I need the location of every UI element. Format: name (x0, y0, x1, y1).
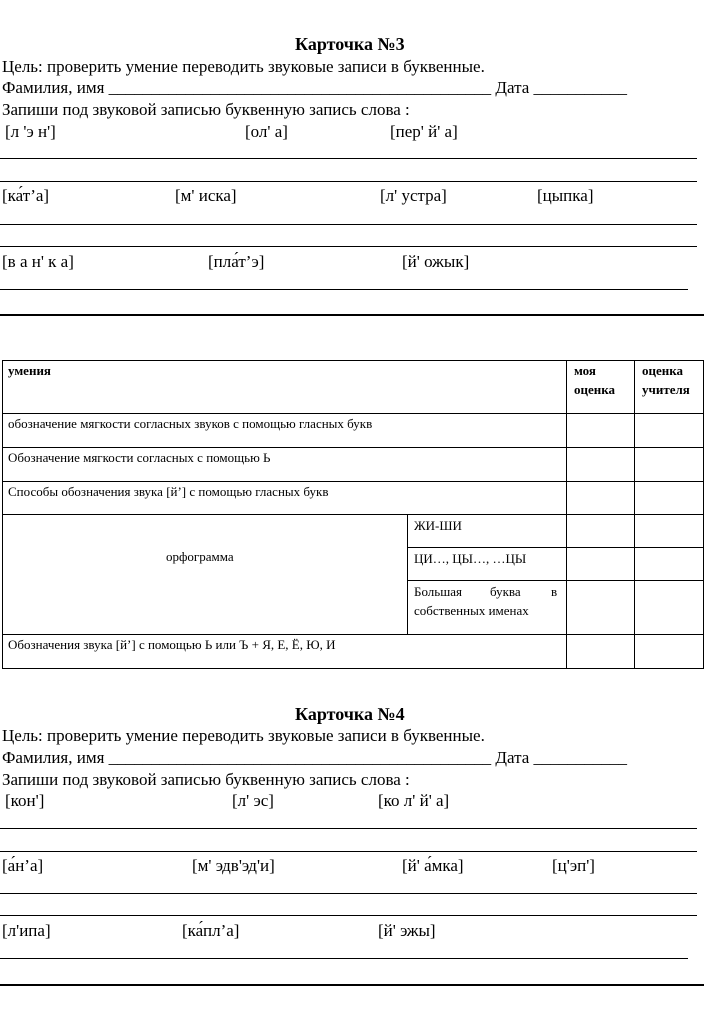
card3-word-5: [м' иска] (175, 186, 237, 205)
answer-line[interactable] (0, 851, 697, 852)
table-header-skills: умения (8, 363, 51, 378)
card3-word-1: [л 'э н'] (5, 122, 56, 141)
table-row-skill-last: Обозначения звука [й’] с помощью Ь или Ъ + Я, Е, Ё, Ю, И (8, 637, 336, 652)
card4-word-10: [й' эжы] (378, 921, 436, 940)
teacher-score-cell[interactable] (635, 548, 702, 579)
orthogram-item-2: ЦИ…, ЦЫ…, …ЦЫ (414, 551, 527, 566)
card4-title: Карточка №4 (295, 704, 405, 724)
card4-goal: Цель: проверить умение переводить звуковые записи в буквенные. (2, 726, 485, 745)
card3-goal: Цель: проверить умение переводить звуковые записи в буквенные. (2, 57, 485, 76)
answer-line[interactable] (0, 224, 697, 225)
table-header-my-score-2: оценка (574, 382, 616, 397)
teacher-score-cell[interactable] (635, 482, 702, 513)
teacher-score-cell[interactable] (635, 448, 702, 480)
card3-word-8: [в а н' к а] (2, 252, 74, 271)
card4-word-5: [м' эдв'эд'и] (192, 856, 275, 875)
table-header-teacher-score-1: оценка (642, 363, 684, 378)
card3-title: Карточка №3 (295, 34, 405, 54)
card4-word-6: [й' а́мка] (402, 856, 464, 875)
card3-word-6: [л' устра] (380, 186, 447, 205)
orthogram-label: орфограмма (166, 549, 234, 564)
my-score-cell[interactable] (567, 448, 633, 480)
table-row-skill-1: обозначение мягкости согласных звуков с помощью гласных букв (8, 416, 373, 431)
card3-word-4: [ка́т’а] (2, 186, 50, 205)
card3-word-10: [й' ожык] (402, 252, 470, 271)
card4-word-1: [кон'] (5, 791, 45, 810)
answer-line[interactable] (0, 246, 697, 247)
card4-name-date-line: Фамилия, имя _____________________________________________ Дата ___________ (2, 748, 628, 767)
card3-word-3: [пер' й' а] (390, 122, 458, 141)
answer-line[interactable] (0, 158, 697, 159)
card4-word-9: [ка́пл’а] (182, 921, 240, 940)
answer-line[interactable] (0, 289, 688, 290)
orthogram-item-3-word-2: буква (490, 584, 521, 599)
orthogram-item-3-word-1: Большая (414, 584, 462, 599)
my-score-cell[interactable] (567, 515, 633, 546)
answer-line[interactable] (0, 828, 697, 829)
card4-word-2: [л' эс] (232, 791, 274, 810)
card-separator (0, 984, 704, 986)
teacher-score-cell[interactable] (635, 635, 702, 667)
table-header-teacher-score-2: учителя (642, 382, 690, 397)
orthogram-item-4: собственных именах (414, 603, 529, 618)
answer-line[interactable] (0, 181, 697, 182)
orthogram-item-3-word-3: в (551, 584, 558, 599)
card3-word-2: [ол' а] (245, 122, 288, 141)
orthogram-item-1: ЖИ-ШИ (414, 518, 462, 533)
my-score-cell[interactable] (567, 635, 633, 667)
my-score-cell[interactable] (567, 581, 633, 633)
table-row-skill-3: Способы обозначения звука [й’] с помощью гласных букв (8, 484, 329, 499)
teacher-score-cell[interactable] (635, 414, 702, 446)
table-row-skill-2: Обозначение мягкости согласных с помощью Ь (8, 450, 271, 465)
card3-word-7: [цыпка] (537, 186, 594, 205)
card3-name-date-line: Фамилия, имя _____________________________________________ Дата ___________ (2, 78, 628, 97)
teacher-score-cell[interactable] (635, 515, 702, 546)
teacher-score-cell[interactable] (635, 581, 702, 633)
card4-instruction: Запиши под звуковой записью буквенную запись слова : (2, 770, 410, 789)
table-header-my-score-1: моя (574, 363, 596, 378)
answer-line[interactable] (0, 958, 688, 959)
my-score-cell[interactable] (567, 414, 633, 446)
card4-word-7: [ц'эп'] (552, 856, 595, 875)
my-score-cell[interactable] (567, 482, 633, 513)
card4-word-4: [а́н’а] (2, 856, 44, 875)
answer-line[interactable] (0, 915, 697, 916)
my-score-cell[interactable] (567, 548, 633, 579)
card-separator (0, 314, 704, 316)
answer-line[interactable] (0, 893, 697, 894)
card4-word-3: [ко л' й' а] (378, 791, 450, 810)
card3-instruction: Запиши под звуковой записью буквенную запись слова : (2, 100, 410, 119)
card3-word-9: [пла́т’э] (208, 252, 265, 271)
card4-word-8: [л'ипа] (2, 921, 51, 940)
